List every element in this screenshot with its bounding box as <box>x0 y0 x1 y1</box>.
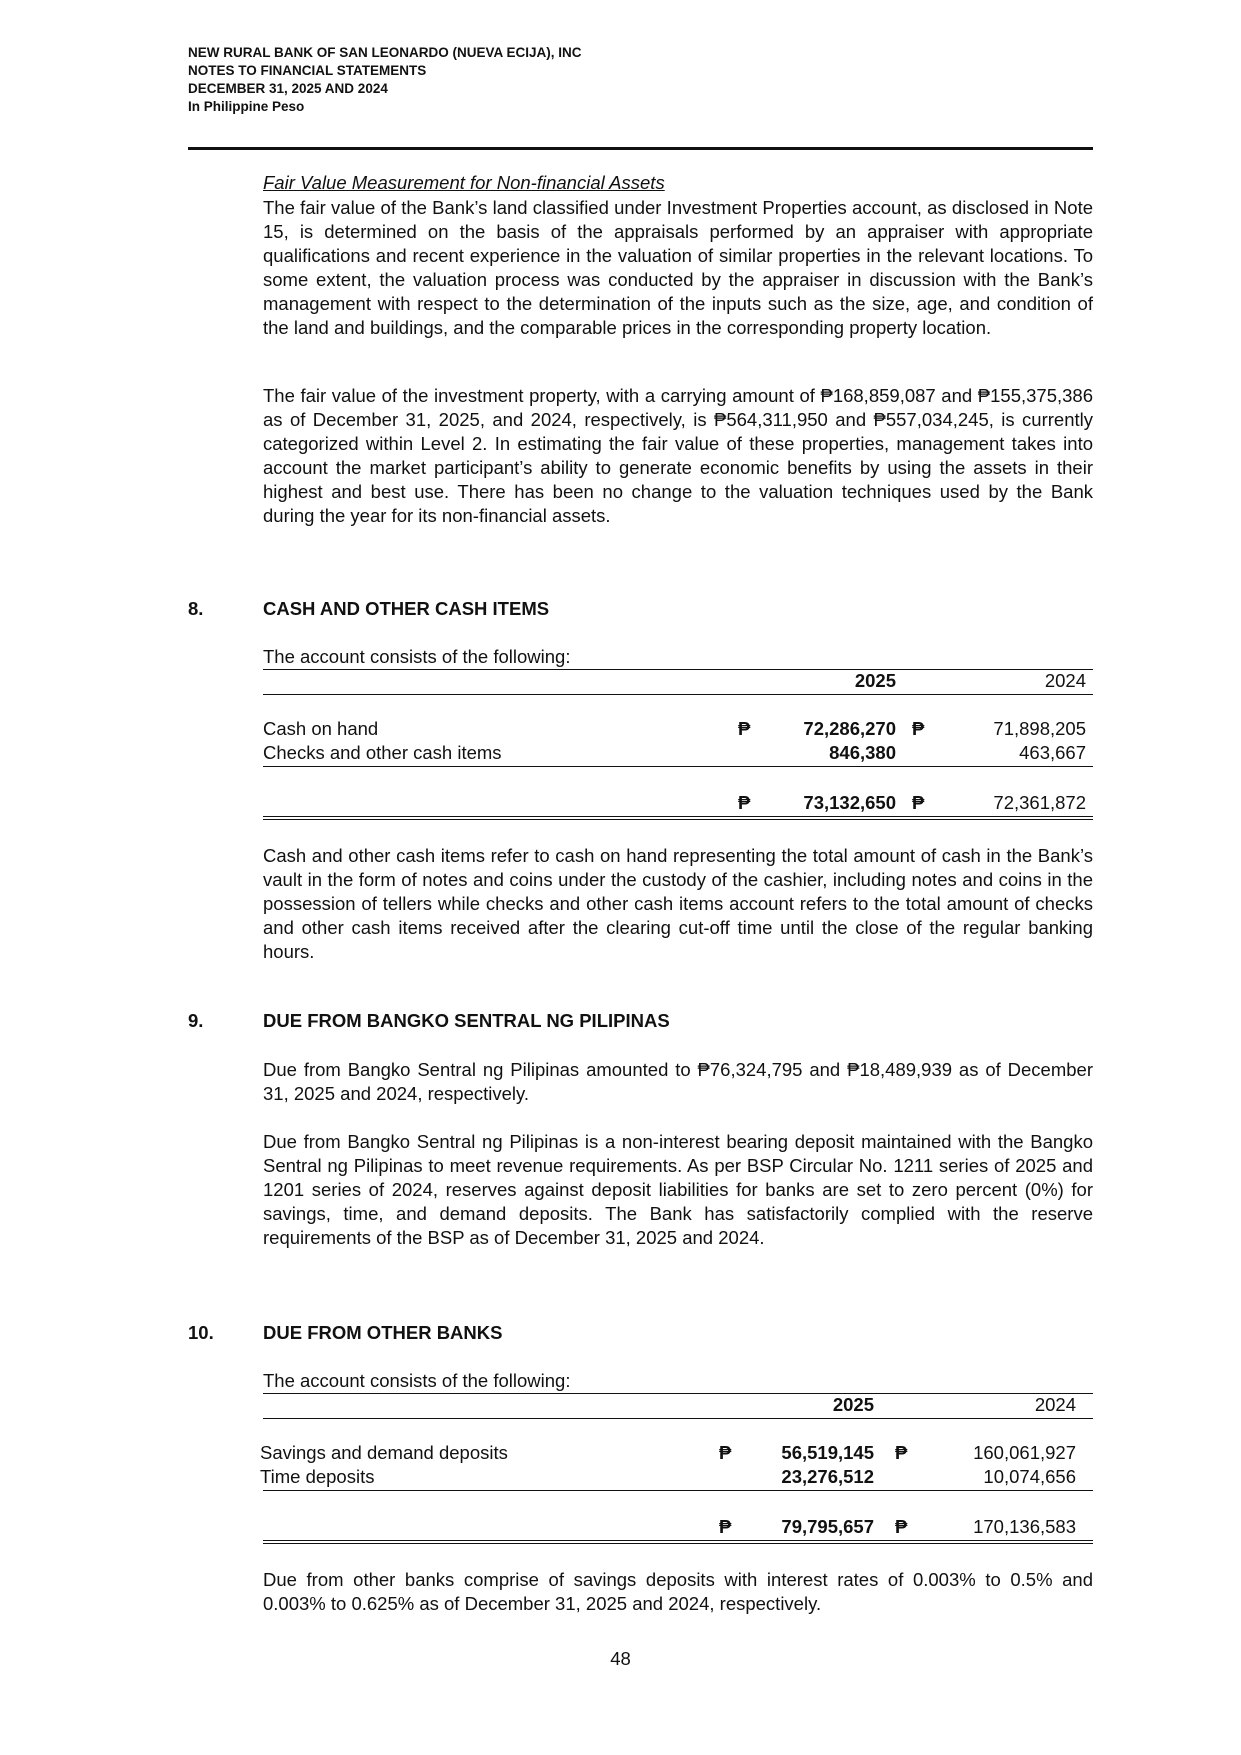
value-2024: 463,667 <box>1019 742 1086 763</box>
section-8-title: CASH AND OTHER CASH ITEMS <box>263 598 550 619</box>
section-10-title: DUE FROM OTHER BANKS <box>263 1322 503 1343</box>
table-header-rule <box>263 694 1093 695</box>
section-10-table-intro: The account consists of the following: <box>263 1370 571 1391</box>
peso-sign: ₱ <box>912 718 925 739</box>
row-label: Cash on hand <box>263 718 379 739</box>
peso-sign: ₱ <box>719 1516 732 1537</box>
company-name: NEW RURAL BANK OF SAN LEONARDO (NUEVA ECIJA), INC <box>188 45 582 60</box>
document-header <box>188 44 582 116</box>
total-double-rule <box>263 1540 1093 1541</box>
section-9-number: 9. <box>188 1010 204 1031</box>
total-2024: 170,136,583 <box>973 1516 1076 1537</box>
column-header-2025: 2025 <box>854 670 896 691</box>
column-header-2025: 2025 <box>832 1394 874 1415</box>
page-number: 48 <box>610 1648 631 1669</box>
value-2025: 72,286,270 <box>803 718 896 739</box>
column-header-2024: 2024 <box>1034 1394 1076 1415</box>
fair-value-paragraph-2: The fair value of the investment property, with a carrying amount of ₱168,859,087 and ₱155,375,386 as of December 31, 2025, and 2024, respectively, is ₱564,311,950 and ₱557,034,245, is currently categorized within Level 2. In estimating the fair value of these properties, management takes into account the market participant’s ability to generate economic benefits by using the assets in their highest and best use. There has been no change to the valuation techniques used by the Bank during the year for its non-financial assets. <box>263 385 1093 526</box>
fair-value-subtitle: Fair Value Measurement for Non-financial Assets <box>263 172 665 193</box>
value-2025: 846,380 <box>829 742 896 763</box>
section-8-number: 8. <box>188 598 204 619</box>
peso-sign: ₱ <box>738 718 751 739</box>
peso-sign: ₱ <box>738 792 751 813</box>
value-2025: 56,519,145 <box>781 1442 874 1463</box>
section-9-title: DUE FROM BANGKO SENTRAL NG PILIPINAS <box>263 1010 670 1031</box>
value-2024: 71,898,205 <box>993 718 1086 739</box>
peso-sign: ₱ <box>895 1442 908 1463</box>
document-title: NOTES TO FINANCIAL STATEMENTS <box>188 63 427 78</box>
peso-sign: ₱ <box>912 792 925 813</box>
total-2025: 73,132,650 <box>803 792 896 813</box>
document-period: DECEMBER 31, 2025 AND 2024 <box>188 81 388 96</box>
column-header-2024: 2024 <box>1044 670 1086 691</box>
value-2024: 10,074,656 <box>983 1466 1076 1487</box>
total-2025: 79,795,657 <box>781 1516 874 1537</box>
section-8-table-intro: The account consists of the following: <box>263 646 571 667</box>
total-double-rule <box>263 1543 1093 1544</box>
subtotal-rule <box>263 1490 1093 1491</box>
fair-value-paragraph-1: The fair value of the Bank’s land classified under Investment Properties account, as disclosed in Note 15, is determined on the basis of the appraisals performed by an appraiser with appropriate qualifications and recent experience in the valuation of similar properties in the relevant locations. To some extent, the valuation process was conducted by the appraiser in discussion with the Bank’s management with respect to the determination of the inputs such as the size, age, and condition of the land and buildings, and the comparable prices in the corresponding property location. <box>263 197 1093 338</box>
currency-note: In Philippine Peso <box>188 99 305 114</box>
row-label: Savings and demand deposits <box>260 1442 508 1463</box>
section-8-paragraph: Cash and other cash items refer to cash on hand representing the total amount of cash in the Bank’s vault in the form of notes and coins under the custody of the cashier, including notes and coins in the possession of tellers while checks and other cash items account refers to the total amount of checks and other cash items received after the clearing cut-off time until the close of the regular banking hours. <box>263 845 1093 962</box>
peso-sign: ₱ <box>895 1516 908 1537</box>
total-double-rule <box>263 819 1093 820</box>
section-9-paragraph-1: Due from Bangko Sentral ng Pilipinas amounted to ₱76,324,795 and ₱18,489,939 as of December 31, 2025 and 2024, respectively. <box>263 1059 1093 1104</box>
table-header-rule <box>263 1418 1093 1419</box>
value-2025: 23,276,512 <box>781 1466 874 1487</box>
row-label: Checks and other cash items <box>263 742 502 763</box>
total-2024: 72,361,872 <box>993 792 1086 813</box>
header-rule <box>188 147 1093 150</box>
section-10-paragraph: Due from other banks comprise of savings deposits with interest rates of 0.003% to 0.5% and 0.003% to 0.625% as of December 31, 2025 and 2024, respectively. <box>263 1569 1093 1614</box>
peso-sign: ₱ <box>719 1442 732 1463</box>
section-9-paragraph-2: Due from Bangko Sentral ng Pilipinas is a non-interest bearing deposit maintained with the Bangko Sentral ng Pilipinas to meet revenue requirements. As per BSP Circular No. 1211 series of 2025 and 1201 series of 2024, reserves against deposit liabilities for banks are set to zero percent (0%) for savings, time, and demand deposits. The Bank has satisfactorily complied with the reserve requirements of the BSP as of December 31, 2025 and 2024. <box>263 1131 1093 1248</box>
value-2024: 160,061,927 <box>973 1442 1076 1463</box>
total-double-rule <box>263 816 1093 817</box>
row-label: Time deposits <box>260 1466 375 1487</box>
section-10-number: 10. <box>188 1322 214 1343</box>
subtotal-rule <box>263 766 1093 767</box>
